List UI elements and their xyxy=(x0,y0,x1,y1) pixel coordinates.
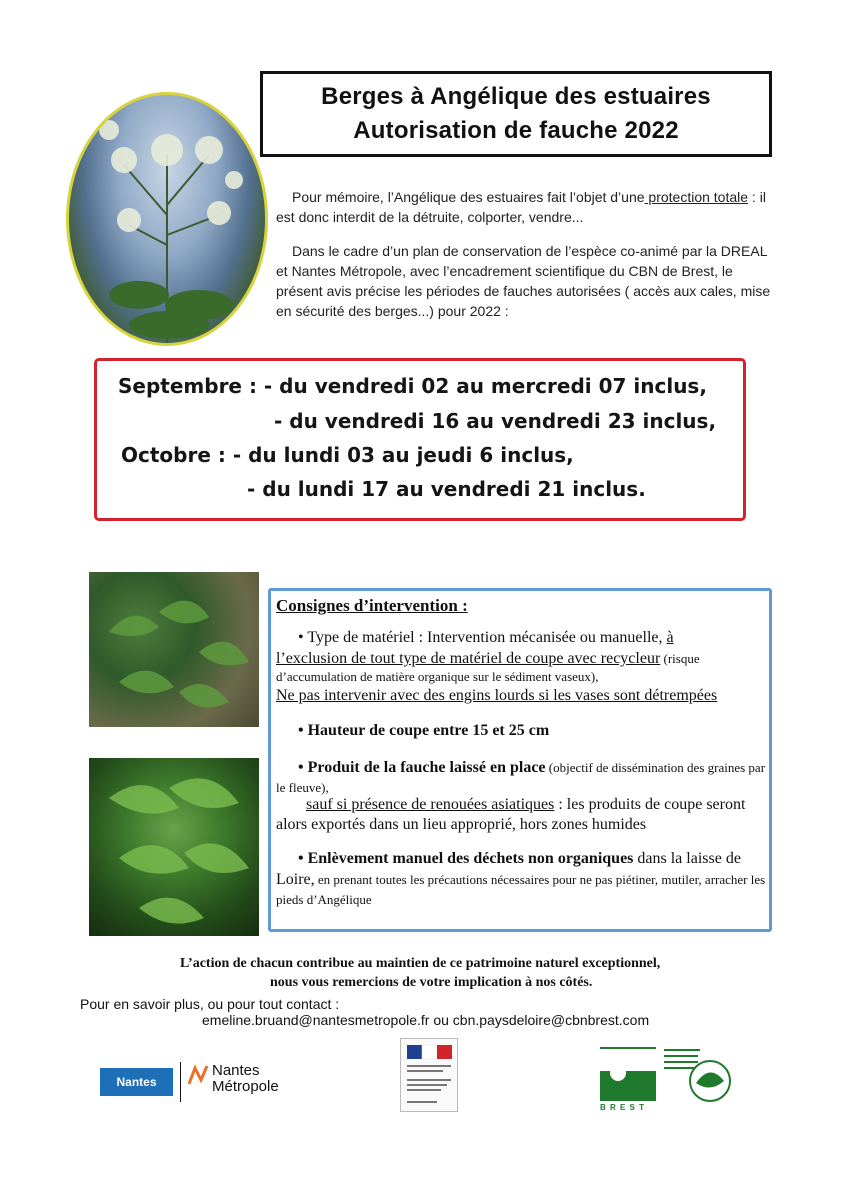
bullet-dechets-body xyxy=(276,870,766,910)
bullet-produit-title: • Produit de la fauche laissé en place xyxy=(298,759,546,776)
logo-separator xyxy=(180,1062,181,1102)
bullet-produit-after: : les produits de coupe seront alors exportés dans un lieu approprié, hors zones humides xyxy=(276,796,746,833)
bullet-dechets-after: dans la laisse de xyxy=(633,850,741,867)
intro-text-after: : il est donc interdit de la détruite, colporter, vendre... xyxy=(276,189,766,225)
bullet-produit-note: (objectif de dissémination des graines par le fleuve), xyxy=(276,760,766,795)
intro-paragraph-2 xyxy=(276,241,776,321)
intro-text-2: Dans le cadre d’un plan de conservation de l’espèce co-animé par la DREAL et Nantes Métropole, avec l’encadrement scientifique du CBN de Brest, le présent avis précise les périodes de fauches autorisées ( accès aux cales, mise en sécurité des berges...) pour 2022 : xyxy=(276,243,771,319)
cbn-brest-logo xyxy=(598,1043,733,1115)
footer-line-2: nous vous remercions de votre implication à nos côtés. xyxy=(270,975,593,990)
bullet-dechets-title: • Enlèvement manuel des déchets non organiques xyxy=(298,850,634,867)
date-line-3: Octobre : - du lundi 03 au jeudi 6 inclus, xyxy=(121,443,574,467)
nm-line-2: Métropole xyxy=(212,1078,279,1095)
date-line-4: - du lundi 17 au vendredi 21 inclus. xyxy=(247,477,646,501)
intro-underlined: protection totale xyxy=(644,189,749,205)
bullet-materiel-line1 xyxy=(298,629,674,647)
bullet-materiel-body xyxy=(276,650,766,686)
intro-text: Pour mémoire, l’Angélique des estuaires fait l’objet d’une xyxy=(292,189,645,205)
prefecture-logo xyxy=(400,1038,458,1112)
bullet-materiel-warning: Ne pas intervenir avec des engins lourds si les vases sont détrempées xyxy=(276,687,718,704)
footer-line-1: L’action de chacun contribue au maintien de ce patrimoine naturel exceptionnel, xyxy=(180,956,661,971)
title-line-2: Autorisation de fauche 2022 xyxy=(353,117,679,144)
nantes-logo: Nantes xyxy=(100,1068,173,1096)
brest-text: B R E S T xyxy=(600,1103,646,1112)
angelique-photo xyxy=(66,92,268,346)
title-box xyxy=(260,71,772,157)
bullet-dechets-line1 xyxy=(298,850,741,868)
title-line-1: Berges à Angélique des estuaires xyxy=(321,83,711,110)
nm-line-1: Nantes xyxy=(212,1062,260,1079)
bullet-materiel-underline-a: à xyxy=(666,629,674,646)
bullet-produit-exception xyxy=(276,795,766,835)
leaves-photo xyxy=(89,572,259,727)
nantes-metropole-logo xyxy=(212,1063,279,1095)
consignes-heading-text: Consignes d’intervention : xyxy=(276,596,468,615)
bullet-materiel-underline-b: l’exclusion de tout type de matériel de coupe avec recycleur xyxy=(276,650,661,667)
contact-label: Pour en savoir plus, ou pour tout contact : xyxy=(80,996,340,1012)
contact-emails[interactable]: emeline.bruand@nantesmetropole.fr ou cbn.paysdeloire@cbnbrest.com xyxy=(202,1012,650,1028)
intro-paragraph-1 xyxy=(276,187,776,227)
nantes-metropole-mark-icon xyxy=(187,1064,209,1086)
bullet-hauteur: • Hauteur de coupe entre 15 et 25 cm xyxy=(298,722,550,739)
consignes-heading xyxy=(276,596,468,616)
bullet-produit-underlined: sauf si présence de renouées asiatiques xyxy=(306,796,555,813)
bullet-produit xyxy=(276,758,766,798)
bullet-materiel-note: (risque d’accumulation de matière organique sur le sédiment vaseux), xyxy=(276,651,700,684)
date-line-1: Septembre : - du vendredi 02 au mercredi 07 inclus, xyxy=(118,374,707,398)
bullet-dechets-note: en prenant toutes les précautions nécessaires pour ne pas piétiner, mutiler, arracher les pieds d’Angélique xyxy=(276,872,766,907)
bullet-dechets-loire: Loire, xyxy=(276,871,315,888)
bullet-materiel-text: • Type de matériel : Intervention mécanisée ou manuelle, xyxy=(298,629,667,646)
angelique-plant-photo xyxy=(89,758,259,936)
date-line-2: - du vendredi 16 au vendredi 23 inclus, xyxy=(274,409,717,433)
